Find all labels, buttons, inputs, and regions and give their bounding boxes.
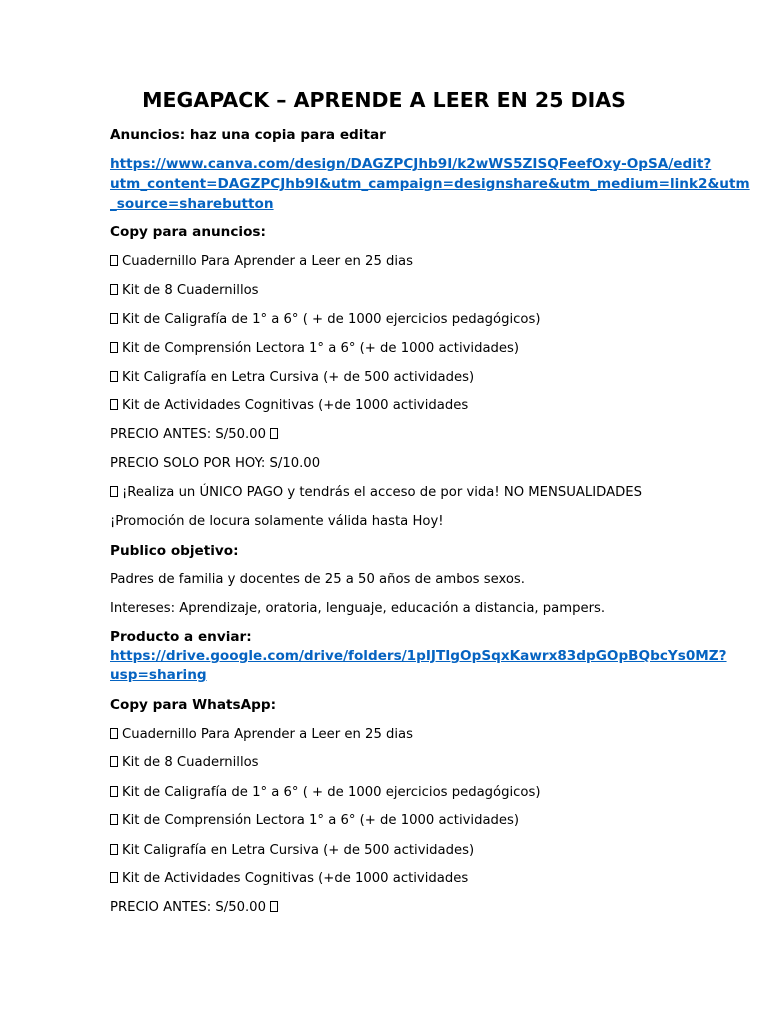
list-item: Kit de Actividades Cognitivas (+de 1000 actividades xyxy=(110,396,468,415)
list-item: Kit de Comprensión Lectora 1° a 6° (+ de 1000 actividades) xyxy=(110,811,519,830)
missing-glyph-icon xyxy=(110,786,118,797)
canva-link-line-1[interactable]: https://www.canva.com/design/DAGZPCJhb9I/k2wWS5ZISQFeefOxy-OpSA/edit? xyxy=(110,156,712,172)
missing-glyph-icon xyxy=(110,814,118,825)
price-before: PRECIO ANTES: S/50.00 xyxy=(110,425,278,444)
drive-link-line-2[interactable]: usp=sharing xyxy=(110,667,207,683)
list-item: Kit de Actividades Cognitivas (+de 1000 actividades xyxy=(110,869,468,888)
interests-text: Intereses: Aprendizaje, oratoria, lenguaje, educación a distancia, pampers. xyxy=(110,601,606,616)
list-item: Kit de Caligrafía de 1° a 6° ( + de 1000 ejercicios pedagógicos) xyxy=(110,783,540,802)
missing-glyph-icon xyxy=(270,428,278,439)
canva-link-line-2[interactable]: utm_content=DAGZPCJhb9I&utm_campaign=designshare&utm_medium=link2&utm xyxy=(110,176,750,192)
ads-heading: Anuncios: haz una copia para editar xyxy=(110,127,386,143)
missing-glyph-icon xyxy=(270,901,278,912)
missing-glyph-icon xyxy=(110,756,118,767)
list-item: Kit Caligrafía en Letra Cursiva (+ de 500 actividades) xyxy=(110,368,474,387)
list-item: Kit Caligrafía en Letra Cursiva (+ de 500 actividades) xyxy=(110,841,474,860)
document-title: MEGAPACK – APRENDE A LEER EN 25 DIAS xyxy=(142,88,626,112)
missing-glyph-icon xyxy=(110,728,118,739)
list-item: Cuadernillo Para Aprender a Leer en 25 dias xyxy=(110,725,413,744)
missing-glyph-icon xyxy=(110,399,118,410)
list-item: Kit de 8 Cuadernillos xyxy=(110,281,259,300)
list-item: Cuadernillo Para Aprender a Leer en 25 dias xyxy=(110,252,413,271)
copy-ads-heading: Copy para anuncios: xyxy=(110,224,266,240)
missing-glyph-icon xyxy=(110,371,118,382)
list-item: Kit de 8 Cuadernillos xyxy=(110,753,259,772)
audience-heading: Publico objetivo: xyxy=(110,543,239,559)
missing-glyph-icon xyxy=(110,486,118,497)
list-item: Kit de Comprensión Lectora 1° a 6° (+ de 1000 actividades) xyxy=(110,339,519,358)
audience-text: Padres de familia y docentes de 25 a 50 años de ambos sexos. xyxy=(110,572,525,587)
missing-glyph-icon xyxy=(110,844,118,855)
whatsapp-price-before: PRECIO ANTES: S/50.00 xyxy=(110,898,278,917)
product-heading: Producto a enviar: xyxy=(110,629,252,645)
promo-text: ¡Promoción de locura solamente válida hasta Hoy! xyxy=(110,514,444,529)
missing-glyph-icon xyxy=(110,255,118,266)
single-payment: ¡Realiza un ÚNICO PAGO y tendrás el acceso de por vida! NO MENSUALIDADES xyxy=(110,483,642,502)
missing-glyph-icon xyxy=(110,313,118,324)
drive-link-line-1[interactable]: https://drive.google.com/drive/folders/1pIJTIgOpSqxKawrx83dpGOpBQbcYs0MZ? xyxy=(110,648,727,664)
price-today: PRECIO SOLO POR HOY: S/10.00 xyxy=(110,456,321,471)
missing-glyph-icon xyxy=(110,284,118,295)
list-item: Kit de Caligrafía de 1° a 6° ( + de 1000 ejercicios pedagógicos) xyxy=(110,310,540,329)
missing-glyph-icon xyxy=(110,872,118,883)
canva-link-line-3[interactable]: _source=sharebutton xyxy=(110,196,274,212)
whatsapp-heading: Copy para WhatsApp: xyxy=(110,697,277,713)
missing-glyph-icon xyxy=(110,342,118,353)
